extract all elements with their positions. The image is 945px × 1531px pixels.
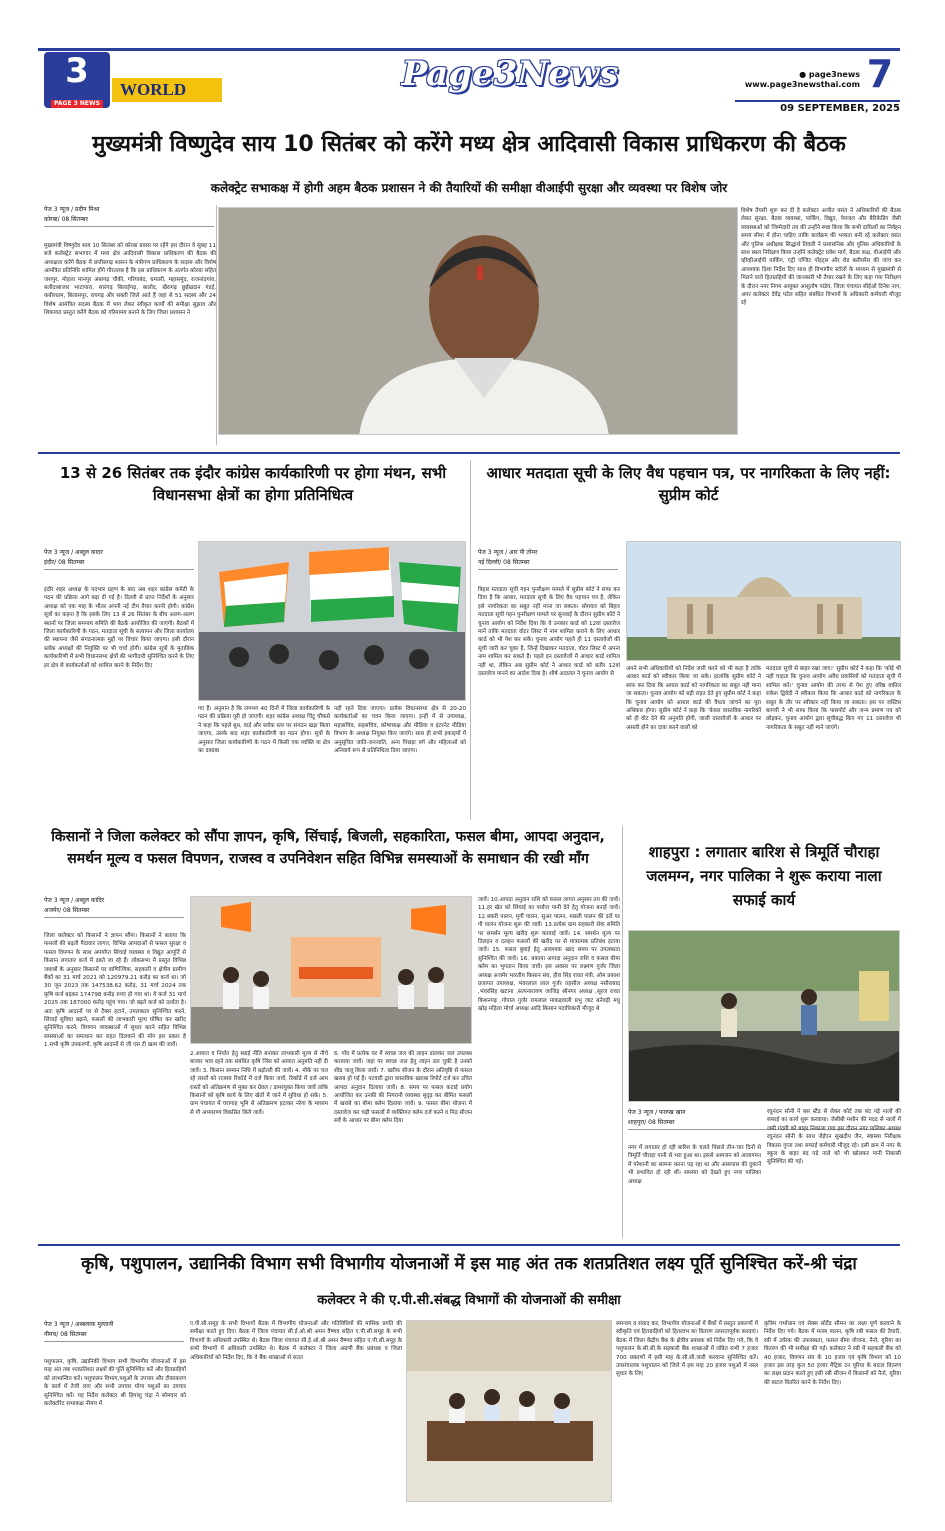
- agri-subhead: कलेक्टर ने की ए.पी.सी.संबद्ध विभागों की योजनाओं की समीक्षा: [317, 1293, 621, 1308]
- farmers-body-2: 2.आयात व निर्यात हेतु स्थाई नीति बनाकर लाभकारी मूल्य से नीचे बाजार भाव रहने तक संबंधित कृषि जिंस को आयात अनुमति नहीं दी जावें। 3. किसान सम्मान निधि में बढ़ोतरी की जावें। 4. मौके पर चल रहे रास्तों को राजस्व रिकॉर्ड में दर्ज किया जावें, रिकॉर्ड में दर्ज आम रास्तों को अतिक्रमण से मुक्त कर ग्रेवल / डामरयुक्त किया जावें ताकि किसानों को कृषि कार्य के लिए खेतों में जाने में सुविधा हो सके। 5. ग्राम पंचायत में चरागाह भूमि से अतिक्रमण हटाकर नरेगा के माध्यम से गौ अभ्यारण्य विकसित किये जावें।: [190, 1051, 328, 1116]
- meeting-illustration: [407, 1321, 612, 1502]
- farmers-body-3: 6. गाँव में प्रत्येक घर में स्वच्छ जल की लाइन डालकर जल उपलब्ध करवाया जावें। जहां पर स्वच्छ जल हेतु लाइन डल चुकी है उनको शीघ्र चालू किया जावें। 7. खरीफ सीजन के दौरान अतिवृष्टि से फसल खराब हो गई है। पटवारी द्वारा वास्तविक खराबा रिपोर्ट दर्ज कर उचित आपदा अनुदान दिलाया जावें। 8. समय पर फसल कटाई प्रयोग आयोजित कर उनकी की निगरानी व्यवस्था सुदृढ़ कर बीमित फसलों में खराबे का बीमा क्लेम दिलाया जावें। 9. फसल बीमा योजना में दस्तावेज कर चढ़ी फसलों में व्यक्तिगत क्लेम दर्ज करने व मिड सीजन सर्वे के आधार पर बीमा क्लेम दिया: [334, 1051, 472, 1125]
- shahpura-body-1: नगर में लगातार हो रही बारिश के चलते पिछले तीन-चार दिनों से त्रिमूर्ति चौराहा पानी से भरा हुआ था। इससे आमजन को आवागमन में परेशानी का सामना करना पड़ रहा था और आसपास की दुकानें भी प्रभावित हो रही थीं। समस्या को देखते हुए नगर पालिका अध्यक्ष: [628, 1145, 761, 1185]
- aadhaar-body-1: बिहार मतदाता सूची गहन पुनरीक्षण मामले में सुप्रीम कोर्ट ने साफ कर दिया है कि आधार, मतदाता सूची के लिए वैध पहचान पत्र है, लेकिन इसे नागरिकता का सबूत नहीं माना जा सकता। सोमवार को बिहार मतदाता सूची गहन पुनरीक्षण मामले पर सुनवाई के दौरान सुप्रीम कोर्ट ने चुनाव आयोग को निर्देश दिया कि वे उनकार कार्ड को 12वां दस्तावेज मानें ताकि मतदाता वोटर लिस्ट में नाम शामिल कराने के लिए आधार कार्ड को भी पेश कर सकें। चुनाव आयोग पहले ही 11 दस्तावेजों की सूची जारी कर चुका है, जिन्हें दिखाकर मतदाता, वोटर लिस्ट में अपना नाम शामिल कर सकते हैं। पहले इन दस्तावेजों में आधार कार्ड शामिल नहीं था, लेकिन अब सुप्रीम कोर्ट ने आधार कार्ड को बतौर 12वां दस्तावेज मानने का आदेश दिया है। शीर्ष अदालत ने चुनाव आयोग से: [478, 587, 620, 678]
- logo: [44, 52, 110, 108]
- congress-body-2: गए हैं। अनुमान है कि लगभग 40 दिनों में जिला कार्यकारिणी के गठन की प्रक्रिया पूरी हो जाएगी। शहर कांग्रेस अध्यक्ष चिंटू चौकसे ने कहा कि पहले बूथ, वार्ड और ब्लॉक स्तर पर संगठन खड़ा किया जाएगा, उसके बाद शहर कार्यकारिणी का गठन होगा। सूत्रों के अनुसार जिला कार्यकारिणी के गठन में किसी एक व्यक्ति या क्षेत्र का दबदबा: [198, 706, 330, 755]
- byline-dateline: शाहपुरा/ 08 सितम्बर: [628, 1119, 675, 1126]
- byline-dateline: नई दिल्ली/ 08 सितम्बर: [478, 559, 530, 566]
- farmers-byline: [44, 896, 184, 918]
- byline-author: पेज 3 न्यूज / अब्दुल कादर: [44, 549, 103, 556]
- agri-body-2: ए.पी.सी.समूह के सभी विभागों बैठक में विभागीय योजनाओं और गतिविधियों की मासिक प्रगति की समीक्षा करते हुए दिए। बैठक में जिला पंचायत सी.ई.ओ.श्री अमन वैष्णव सहित ए.पी.सी.समूह के सभी विभागों के अधिकारी उपस्थित थे। बैठक जिला पंचायत सी.ई.ओ.श्री अमन वैष्णव सहित ए.पी.सी.समूह के सभी विभागों में अधिकारी उपस्थित थे। बैठक में कलेक्टर ने जिला अग्रणी बैंक प्रबंधक व जिला अधिकारियों को निर्देश दिए, कि वे बैंक शाखाओं से सतत: [190, 1321, 402, 1361]
- congress-headline: 13 से 26 सितंबर तक इंदौर कांग्रेस कार्यकारिणी पर होगा मंथन, सभी विधानसभा क्षेत्रों का होगा प्रतिनिधित्व: [59, 464, 447, 504]
- aadhaar-body-2: अपने सभी अधिकारियों को निर्देश जारी करने को भी कहा है ताकि आधार कार्ड को स्वीकार किया जा सके। हालांकि सुप्रीम कोर्ट ने साफ कर दिया कि आधार कार्ड को नागरिकता का सबूत नहीं माना जा सकता। चुनाव आयोग को बड़ी राहत देते हुए सुप्रीम कोर्ट ने कहा कि चुनाव आयोग को आधार कार्ड की वैधता जांचने का पूरा अधिकार होगा। सुप्रीम कोर्ट ने कहा कि 'केवल वास्तविक नागरिकों को ही वोट देने की अनुमति होगी, जाली दस्तावेजों के आधार पर असली होने का दावा करने वालों को: [626, 666, 761, 731]
- section-rule: [38, 452, 900, 454]
- congress-body-3: नहीं रहने दिया जाएगा। प्रत्येक विधानसभा क्षेत्र से 20-20 कार्यकर्ताओं का चयन किया जाएगा। इन्हीं में से उपाध्यक्ष, महासचिव, सहसचिव, कोषाध्यक्ष और मीडिया व इंटरनेट मीडिया विभाग के अध्यक्ष नियुक्त किए जाएंगे। साथ ही सभी इकाइयों में अनुसूचित जाति-जनजाति, अन्य पिछड़ा वर्ग और महिलाओं को अनिवार्य रूप से प्रतिनिधित्व दिया जाएगा।: [334, 706, 466, 755]
- congress-photo: [198, 541, 466, 701]
- masthead-title: Page3News: [401, 54, 619, 94]
- shahpura-body-2: रघुनंदन सोनी ने बस स्टैंड से लेकर कोर्ट तक बंद पड़े नालों की सफाई का कार्य शुरू करवाया। जेसीबी मशीन की मदद से नालों में जमी गंदगी को बाहर निकाला गया इस दौरान नगर पालिका अध्यक्ष रघुनंदन सोनी के साथ जेईएन सुखदीप जैन, स्वास्थ्य निरीक्षक विकास गुप्ता तथा सफाई कर्मचारी मौजूद रहे। इसी क्रम में नगर के स्कूल के बाहर बंद पड़े नाले को भी खोलकर पानी निकासी सुनिश्चित की गई।: [767, 1109, 901, 1166]
- byline-dateline: नीमच/ 08 सितम्बर: [44, 1331, 87, 1338]
- byline-author: पेज 3 न्यूज / प्रदीप मिश्रा: [44, 206, 100, 213]
- byline-author: पेज 3 न्यूज / फारुख खान: [628, 1109, 686, 1116]
- portrait-illustration: [219, 208, 738, 435]
- lead-byline: [44, 205, 214, 227]
- agri-body-3: समन्वय व संवाद कर, विभागीय योजनाओं में बैंकों में प्रस्तुत प्रकरणों में स्वीकृति एवं हितग्राहियों को हितलाभ का वितरण तत्परतापूर्वक करवाएं। बैठक में जिला केंद्रीय बैंक के क्षेत्रीय प्रबंधक को निर्देश दिए गये, कि वे पशुपालन के.सी.सी.के सहकारी बैंक शाखाओं में लंबित सभी 7 हजार 700 प्रकरणों में इसी माह के.सी.सी.जारी करवाना सुनिश्चित करें। उपसंचालक पशुपालन को जिले में इस माह 20 हजार पशुओं में नस्ल सुधार के लिए: [616, 1321, 758, 1378]
- aadhaar-byline: [478, 548, 618, 570]
- lead-headline: मुख्यमंत्री विष्णुदेव साय 10 सितंबर को करेंगे मध्य क्षेत्र आदिवासी विकास प्राधिकरण की बैठक: [92, 132, 846, 157]
- meeting-photo: [406, 1320, 612, 1502]
- court-photo: [626, 541, 901, 661]
- shahpura-headline: शाहपुरा : लगातार बारिश से त्रिमूर्ति चौराहा जलमग्न, नगर पालिका ने शुरू कराया नाला सफाई कार्य: [646, 843, 882, 909]
- byline-author: पेज 3 न्यूज / आर पी तोमर: [478, 549, 538, 556]
- column-divider: [470, 460, 471, 820]
- header-meta: [735, 70, 860, 90]
- logo-number: 3: [65, 51, 89, 91]
- byline-author: पेज 3 न्यूज / अब्दुल कादिर: [44, 897, 105, 904]
- byline-dateline: अजमेर/ 08 सितम्बर: [44, 907, 90, 914]
- website: www.page3newsthai.com: [744, 80, 860, 89]
- lead-photo: [218, 207, 738, 435]
- issue-date: 09 SEPTEMBER, 2025: [735, 100, 900, 114]
- farmers-photo: [190, 896, 472, 1044]
- column-divider: [622, 826, 623, 1238]
- agri-byline: [44, 1320, 184, 1342]
- congress-body-1: इंदौर शहर अध्यक्ष के पदभार ग्रहण के बाद अब शहर कांग्रेस कमेटी के गठन की प्रक्रिया आगे बढ़ा दी गई है। दिल्ली से प्राप्त निर्देशों के अनुसार अध्यक्ष को एक माह के भीतर अपनी नई टीम तैयार करनी होगी। कांग्रेस सूत्रों का कहना है कि इसके लिए 13 से 26 सितंबर के बीच अलग-अलग स्थानों पर जिला समन्वय समिति की बैठकें आयोजित की जाएंगी। बैठकों में जिला कार्यकारिणी के गठन, मतदाता सूची के सत्यापन और जिला कार्यालय की स्थापना जैसे संगठनात्मक मुद्दों पर विचार किया जाएगा। इसी दौरान ब्लॉक अध्यक्षों की नियुक्ति पर भी चर्चा होगी। कांग्रेस सूत्रों के मुताबिक कार्यकारिणी में सभी विधानसभा क्षेत्रों की भागीदारी सुनिश्चित करने के लिए हर क्षेत्र से कार्यकर्ताओं को शामिल करने के निर्देश दिए: [44, 587, 194, 669]
- lead-body-right: विशेष तैयारी शुरू कर दी है कलेक्टर अजीत वसंत ने अधिकारियों की बैठक लेकर सुरक्षा, बैठक व्यवस्था, पार्किंग, विद्युत, पेयजल और बैरिकेडिंग जैसी व्यवस्थाओं को जिम्मेदारी तय की उन्होंने स्पष्ट किया कि सभी दायित्वों का निर्वहन समय सीमा में होना चाहिए ताकि कार्यक्रम की भव्यता बनी रहे कलेक्टर वसंत और पुलिस अधीक्षक सिद्धार्थ तिवारी ने प्रशासनिक और पुलिस अधिकारियों के साथ स्थल निरीक्षण किया उन्होंने कलेक्ट्रेट प्रवेश मार्ग, बैठक कक्ष, वीआईपी और व्हीव्हीआईपी पार्किंग, एंट्री एग्जिट पॉइंट्स और रोड क्लीयरेंस की जांच कर आवश्यक दिशा निर्देश दिए साथ ही विभागीय स्टॉलों के माध्यम से मुख्यमंत्री से मिलने वाले हितग्राहियों की जानकारी भी तैयार रखने के लिए कहा गया निरीक्षण के दौरान नगर निगम आयुक्त आशुतोष पांडेय, जिला पंचायत सीईओ दिनेश नाग, अपर कलेक्टर देवेंद्र पटेल सहित संबंधित विभागों के अधिकारी कर्मचारी मौजूद रहे: [741, 208, 901, 307]
- agri-body-1: पशुपालन, कृषि, उद्यानिकी विभाग सभी विभागीय योजनाओं में इस माह अंत तक शतप्रतिशत लक्ष्यों की पूर्ति सुनिश्चित करें और हितग्राहियों को लाभान्वित करें। पशुपालन विभाग,पशुओं के उपचार और टीकाकरण के कार्य में तेजी लाए और सभी उपचार योग्य पशुओं का उपचार सुनिश्चित करें। यह निर्देश कलेक्टर श्री हिमांशु चंद्रा ने सोमवार को कलेक्टोरेट सभाकक्ष नीमच में: [44, 1359, 186, 1408]
- drain-cleaning-illustration: [629, 931, 900, 1102]
- lead-body-left: मुख्यमंत्री विष्णुदेव साय 10 सितंबर को कोरबा प्रवास पर रहेंगे इस दौरान वे सुबह 11 बजे कलेक्ट्रेट सभागार में मध्य क्षेत्र आदिवासी विकास प्राधिकरण की बैठक की अध्यक्षता करेंगे बैठक में छत्तीसगढ़ शासन के मंत्रीगण प्राधिकरण के सदस्य और विशेष आमंत्रित प्रतिनिधि शामिल होंगे गौरतलब है कि इस प्राधिकरण के अंतर्गत कोरबा सहित जशपुर, मोहला मानपुर अंबागढ़ चौकी, गरियाबंद, धमतरी, महासमुंद, राजनांदगांव, बलौदाबाजार भाटापारा, सारंगढ़ बिलाईगढ़, बालोद, खैरागढ़ छुईखदान गंडई, कबीरधाम, बिलासपुर, रायगढ़ और सक्ती जिले आते हैं जहां से 51 सदस्य और 24 विशेष आमंत्रित सदस्य बैठक में भाग लेकर स्वीकृत कार्यों की समीक्षा सुझाव और शिकायत प्रस्तुत करेंगे बैठक को गरिमामय बनाने के लिए जिला प्रशासन ने: [44, 243, 216, 317]
- agri-headline: कृषि, पशुपालन, उद्यानिकी विभाग सभी विभागीय योजनाओं में इस माह अंत तक शतप्रतिशत लक्ष्य पूर्ति सुनिश्चित करें-श्री चंद्रा: [81, 1254, 857, 1274]
- section-label: WORLD: [112, 78, 222, 102]
- farmers-protest-illustration: [191, 897, 472, 1044]
- lead-subhead: कलेक्ट्रेट सभाकक्ष में होगी अहम बैठक प्रशासन ने की तैयारियों की समीक्षा वीआईपी सुरक्षा और व्यवस्था पर विशेष जोर: [210, 181, 728, 195]
- social-handle: ● page3news: [799, 70, 860, 79]
- page-number: 7: [866, 52, 894, 96]
- column-divider: [216, 205, 217, 445]
- congress-byline: [44, 548, 194, 570]
- supreme-court-illustration: [627, 542, 901, 661]
- byline-dateline: इंदौर/ 08 सितम्बर: [44, 559, 85, 566]
- rally-illustration: [199, 542, 466, 701]
- aadhaar-body-3: मतदाता सूची से बाहर रखा जाए।' सुप्रीम कोर्ट ने कहा कि 'कोई भी नहीं चाहता कि चुनाव आयोग अवैध प्रवासियों को मतदाता सूची में शामिल करे।' चुनाव आयोग की तरफ से पेश हुए वरिष्ठ वकील राकेश द्विवेदी ने स्वीकार किया कि आधार कार्ड को नागरिकता के सबूत के तौर पर स्वीकार नहीं किया जा सकता। इस पर जस्टिस बागची ने भी साफ किया कि पासपोर्ट और जन्म प्रमाण पत्र को छोड़कर, चुनाव आयोग द्वारा सूचीबद्ध किए गए 11 दस्तावेज भी नागरिकता के सबूत नहीं माने जाएंगे।: [766, 666, 901, 731]
- byline-dateline: कोरबा/ 08 सितम्बर: [44, 216, 88, 223]
- farmers-body-1: जिला कलेक्टर को किसानों ने ज्ञापन सौंपा। किसानों ने बताया कि फसलों की बढ़ती पैदावार लागत, विभिन्न आपदाओं से फसल सुरक्षा व फसल विपणन के साथ अपर्याप्त सिंचाई व्यवस्था व विद्युत आपूर्ति से किसान लगातार कर्ज में दबते जा रहे हैं। लोकसभा में प्रस्तुत विभिन्न जवाबों के अनुसार किसानों पर वाणिज्यिक, सहकारी व क्षेत्रीय ग्रामीण बैंकों का 31 मार्च 2021 को 120979.21 करोड़ का कर्ज था। जो 30 जून 2023 तक 147538.62 करोड़, 31 मार्च 2024 तक कृषि कर्ज बढ़कर 174798 करोड़ रुपए हो गया था। ये कर्ज 31 मार्च 2025 तक 187000 करोड़ पहुंच गया। जो बढ़ते कर्ज को दर्शाता है। अतः कृषि आदानों पर से टैक्स हटाने, उपलब्धता सुनिश्चित करने, सिंचाई सुविधा बढ़ाने, फसलों की लाभकारी मूल्य घोषित कर खरीद सुनिश्चित करने, विपणन व्यवस्थाओं में सुधार करने सहित विभिन्न समस्याओं का समाधान कर राहत दिलवाने की माँग इस प्रकार है 1.सभी कृषि उपकरणों, कृषि आदानों से जी एस टी खत्म की जावें।: [44, 933, 186, 1049]
- farmers-headline: किसानों ने जिला कलेक्टर को सौंपा ज्ञापन, कृषि, सिंचाई, बिजली, सहकारिता, फसल बीमा, आपदा अनुदान, समर्थन मूल्य व फसल विपणन, राजस्व व उपनिवेशन सहित विभिन्न समस्याओं के समाधान की रखी माँग: [51, 829, 605, 867]
- drain-photo: [628, 930, 900, 1102]
- logo-badge: PAGE 3 NEWS: [51, 100, 103, 108]
- agri-body-4: कृत्रिम गर्भाधान एवं सेक्स सोर्टेड सीमन का लक्ष्य पूर्ण करवाने के निर्देश दिए गये। बैठक में मत्स्य पालन, कृषि रबी फसल की तैयारी, रबी में उर्वरक की उपलब्धता, फसल बीमा योजना, नैनो, यूरिया का वितरण की भी समीक्षा की गई। कलेक्टर ने रबी में सहकारी बैंक को 40 हजार, विपणन संघ के 10 हजार एवं कृषि विभाग को 10 हजार इस तरह कुल 50 हजार मैट्रिक टन यूरिया के बाटल वितरण का लक्ष्य प्रदान करते हुए इसी रबी सीजन में किसानों को नैनो, यूरिया की बाटल वितरित करने के निर्देश दिए।: [764, 1321, 901, 1386]
- byline-author: पेज 3 न्यूज / अब्बलाक मुल्तानी: [44, 1321, 114, 1328]
- section-rule: [38, 1244, 900, 1246]
- farmers-body-4: जावें। 10.आपदा अनुदान राशि को फसल लागत अनुसार तय की जावें। 11.हर खेत को सिंचाई का पर्याप्त पानी देने हेतु योजना बनाई जावें। 12.बकरी पालन, मुर्गी पालन, सुअर पालन, मछली पालन की दरों पर गौ पालन योजना शुरू की जावें। 13.प्रत्येक ग्राम सहकारी सेवा समिति पर समर्थन मूल्य खरीद शुरू करवाई जावें। 14. समर्थन मूल्य पर तिलहन व दलहन फसलों की खरीद पर से मात्रात्मक प्रतिबंध हटाया जावें। 15. फसल बुवाई हेतु आवश्यक खाद समय पर उपलब्धता सुनिश्चित की जावें। 16. बकाया आपदा अनुदान राशि व फसल बीमा क्लेम का भुगतान किया जावें। इस अवसर पर लक्ष्मण गुर्जर जिला अध्यक्ष अजमेर भारतीय किसान संघ, हीरा सिंह रावत मंत्री, ओम प्रकाश प्रजापत उपाध्यक्ष, भंवरलाल लाल गुर्जर तहसील अध्यक्ष नसीराबाद ,भंवरसिंह खटाना ,सत्यनारायण जाजिड़ श्रीनगर अध्यक्ष ,सूरज रावत किशनगढ़ ,गोपाल गुर्जर रामलाल माकड़वाली प्रभु जाट बनेवड़ी मधु खोड़ महिला मोर्चा अध्यक्ष आदि किसान पदाधिकारी मौजूद थे: [478, 897, 620, 1013]
- aadhaar-headline: आधार मतदाता सूची के लिए वैध पहचान पत्र, पर नागरिकता के लिए नहीं: सुप्रीम कोर्ट: [486, 464, 891, 504]
